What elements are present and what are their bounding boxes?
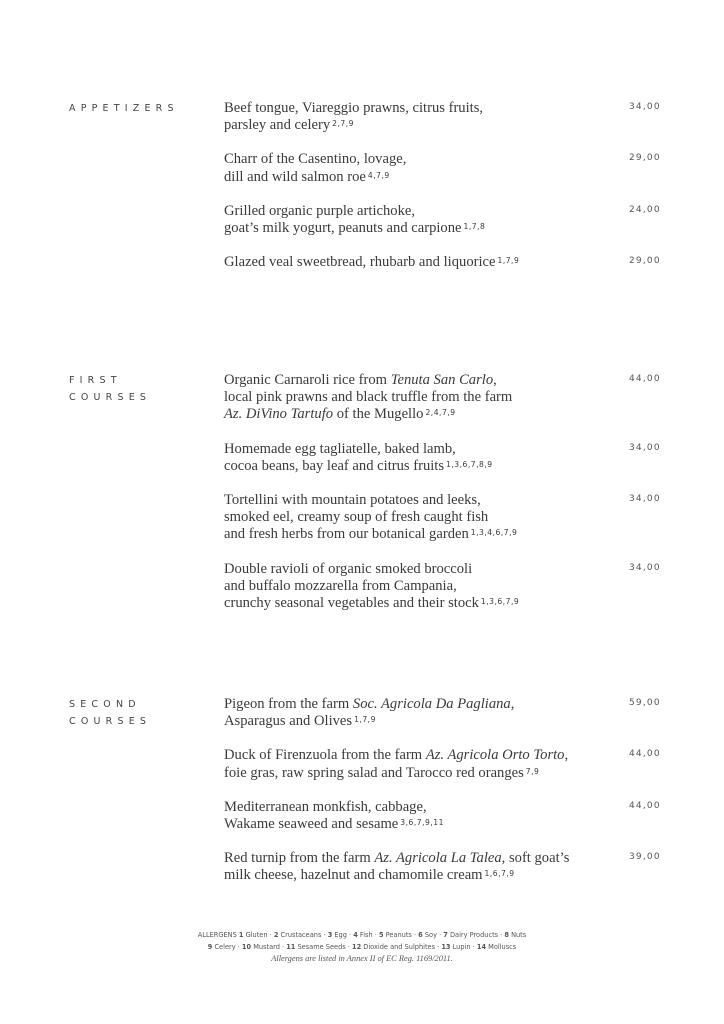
allergen-name: Mustard · [251,943,287,951]
menu-item [224,372,664,424]
allergen-name: Lupin · [450,943,477,951]
dish-line [224,169,614,186]
allergen-name: Dioxide and Sulphites · [361,943,442,951]
dish-text: , [564,747,569,764]
allergen-codes: 2,4,7,9 [425,408,456,418]
dish-text: local pink prawns and black truffle from the farm [224,389,513,406]
dish-line [224,492,614,509]
dish-description [224,561,614,613]
dish-text: Wakame seaweed and sesame [224,816,399,833]
allergen-name: Celery · [212,943,242,951]
dish-description [224,747,614,781]
dish-price: 34,00 [629,562,661,573]
allergen-number: 1 [238,931,244,939]
dish-line [224,254,614,271]
producer-name: Az. Agricola Orto Torto [425,747,565,764]
allergen-number: 13 [441,943,451,951]
dish-text: Charr of the Casentino, lovage, [224,151,407,168]
dish-price: 44,00 [629,374,661,384]
dish-line [224,713,614,730]
dish-description [224,100,614,134]
dish-text: goat’s milk yogurt, peanuts and carpione [224,220,462,237]
dish-line [224,389,614,406]
section-label-line: COURSES [69,716,152,727]
allergen-codes: 4,7,9 [367,170,390,180]
dish-line [224,578,614,595]
dish-text: Beef tongue, Viareggio prawns, citrus fruits, [224,100,484,116]
dish-line [224,100,614,117]
allergen-name: Peanuts · [383,931,419,939]
dish-text: Asparagus and Olives [224,713,353,730]
allergen-name: Crustaceans · [278,931,328,939]
dish-line [224,406,614,423]
dish-list [224,696,664,885]
menu-item [224,799,664,833]
dish-text: crunchy seasonal vegetables and their stock [224,595,479,612]
allergen-name: Egg · [332,931,354,939]
menu-item [224,151,664,185]
dish-text: , soft goat’s [501,850,570,867]
dish-text: Red turnip from the farm [224,850,375,867]
allergen-name: Sesame Seeds · [295,943,352,951]
allergen-number: 9 [207,943,213,951]
dish-description [224,203,614,237]
producer-name: Az. Agricola La Talea [374,850,502,867]
dish-text: and buffalo mozzarella from Campania, [224,577,457,594]
allergen-regulation-note: Allergens are listed in Annex II of EC Reg. 1169/2011. [271,954,453,963]
dish-line [224,526,614,543]
dish-description [224,441,614,475]
dish-text: Mediterranean monkfish, cabbage, [224,798,427,815]
dish-text: parsley and celery [224,117,331,134]
allergen-codes: 1,7,8 [463,222,486,232]
dish-price: 34,00 [629,494,661,505]
allergen-name: Nuts [508,931,527,939]
dish-price: 59,00 [629,698,661,708]
dish-description [224,850,614,884]
allergen-name: Molluscs [486,943,517,951]
dish-price: 39,00 [629,852,661,863]
dish-line [224,850,614,867]
allergen-number: 2 [273,931,279,939]
dish-line [224,151,614,168]
dish-price: 29,00 [629,153,661,164]
allergen-codes: 7,9 [525,766,540,776]
dish-text: foie gras, raw spring salad and Tarocco red oranges [224,764,524,781]
menu-item [224,492,664,544]
dish-list [224,100,664,271]
dish-line [224,220,614,237]
menu-item [224,254,664,271]
allergens-footer [0,929,724,965]
dish-text: Tortellini with mountain potatoes and leeks, [224,492,481,509]
dish-description [224,372,614,424]
dish-text: Organic Carnaroli rice from [224,372,391,388]
allergen-codes: 2,7,9 [332,119,354,129]
menu-item [224,747,664,781]
dish-line [224,747,614,764]
allergen-codes: 1,3,4,6,7,9 [470,528,518,538]
dish-text: Homemade egg tagliatelle, baked lamb, [224,440,456,457]
allergen-name: Dairy Products · [447,931,505,939]
dish-line [224,867,614,884]
dish-text: and fresh herbs from our botanical garden [224,526,469,543]
dish-price: 34,00 [629,442,661,453]
dish-line [224,117,614,134]
allergen-number: 11 [286,943,296,951]
dish-text: Glazed veal sweetbread, rhubarb and liquorice [224,254,496,271]
allergen-number: 3 [327,931,333,939]
dish-description [224,151,614,185]
allergen-legend-line [0,929,724,941]
dish-text: Duck of Firenzuola from the farm [224,747,426,764]
dish-line [224,441,614,458]
allergen-number: 8 [504,931,509,939]
allergen-codes: 1,3,6,7,9 [480,597,520,607]
section-label-line: FIRST [69,375,122,386]
dish-text: dill and wild salmon roe [224,168,366,185]
section-label [69,372,151,406]
allergen-legend [0,929,724,953]
dish-description [224,254,614,271]
section-label [69,100,179,117]
dish-price: 24,00 [629,204,661,215]
section-label-line: COURSES [69,392,152,403]
menu-item [224,100,664,134]
producer-name: Soc. Agricola Da Pagliana [352,696,511,712]
dish-description [224,492,614,544]
dish-price: 34,00 [629,102,661,112]
allergen-number: 5 [378,931,384,939]
allergen-number: 14 [476,943,487,951]
allergen-codes: 1,3,6,7,8,9 [446,459,493,469]
allergen-codes: 1,7,9 [497,256,520,266]
menu-item [224,850,664,884]
menu-item [224,441,664,475]
section-label-line: SECOND [69,699,141,710]
dish-line [224,203,614,220]
dish-line [224,561,614,578]
allergen-number: 4 [353,931,358,939]
dish-line [224,372,614,389]
dish-line [224,458,614,475]
dish-text: smoked eel, creamy soup of fresh caught fish [224,509,489,526]
allergen-number: 10 [241,943,252,951]
dish-price: 44,00 [629,749,661,760]
dish-line [224,595,614,612]
producer-name: Az. DiVino Tartufo [224,406,334,423]
menu-item [224,203,664,237]
allergen-codes: 1,6,7,9 [484,869,515,879]
dish-text: milk cheese, hazelnut and chamomile cream [224,867,483,884]
dish-text: cocoa beans, bay leaf and citrus fruits [224,457,445,474]
dish-line [224,509,614,526]
dish-price: 44,00 [629,800,661,811]
dish-line [224,765,614,782]
menu-item [224,561,664,613]
dish-text: Pigeon from the farm [224,696,353,712]
allergen-name: Gluten · [243,931,274,939]
section-label [69,696,151,730]
dish-description [224,696,614,730]
allergen-number: 12 [351,943,362,951]
dish-description [224,799,614,833]
dish-price: 29,00 [629,256,661,267]
dish-text: , [510,696,515,712]
dish-text: of the Mugello [333,406,424,423]
menu-item [224,696,664,730]
allergen-name: Fish · [357,931,379,939]
dish-text: , [493,372,497,388]
allergen-number: 6 [418,931,423,939]
allergen-number: 7 [443,931,448,939]
allergen-codes: 3,6,7,9,11 [400,818,444,828]
dish-list [224,372,664,612]
dish-text: Double ravioli of organic smoked broccoli [224,560,473,577]
dish-line [224,696,614,713]
allergen-codes: 1,7,9 [354,715,376,725]
allergen-name: ALLERGENS [197,931,239,939]
allergen-name: Soy · [422,931,444,939]
dish-text: Grilled organic purple artichoke, [224,202,416,219]
dish-line [224,799,614,816]
dish-line [224,816,614,833]
producer-name: Tenuta San Carlo [390,372,494,388]
section-label-line: APPETIZERS [69,103,179,114]
allergen-legend-line [0,941,724,953]
